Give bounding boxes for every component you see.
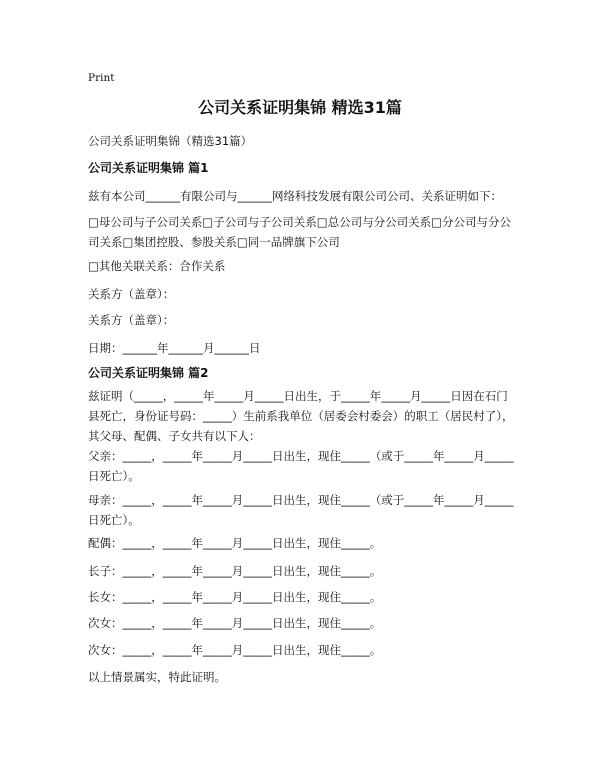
section1-line-party-seal-2: 关系方（盖章）： (88, 313, 175, 327)
section2-line-spouse: 配偶：_____，_____年_____月_____日出生，现住_____。 (88, 536, 382, 550)
section1-line-date: 日期：______年______月______日 (88, 341, 261, 355)
section2-line-intro: 兹证明（_____，_____年_____月_____日出生，于_____年_____月_____日因在石门县死亡，身份证号码：_____）生前系我单位（居委会村委会）的职工（居民村了），其父母、配偶、子女共有以下人： (88, 389, 514, 443)
section2-line-eldest-son: 长子：_____，_____年_____月_____日出生，现住_____。 (88, 564, 382, 578)
document-title: 公司关系证明集锦 精选31篇 (198, 98, 402, 117)
section1-line-party-seal-1: 关系方（盖章）： (88, 287, 175, 301)
print-label: Print (88, 72, 115, 84)
section1-heading: 公司关系证明集锦 篇1 (88, 161, 209, 175)
section2-line-eldest-daughter: 长女：_____，_____年_____月_____日出生，现住_____。 (88, 590, 382, 604)
section2-heading: 公司关系证明集锦 篇2 (88, 366, 209, 380)
document-subtitle: 公司关系证明集锦（精选31篇） (88, 134, 253, 148)
section2-line-second-daughter-1: 次女：_____，_____年_____月_____日出生，现住_____。 (88, 616, 382, 630)
section1-line-relation-options: □母公司与子公司关系□子公司与子公司关系□总公司与分公司关系□分公司与分公司关系□集团控股、参股关系□同一品牌旗下公司 (88, 215, 511, 249)
section2-line-father: 父亲：_____，_____年_____月_____日出生，现住_____（或于_____年_____月_____日死亡）。 (88, 449, 514, 483)
section2-line-closing: 以上情景属实，特此证明。 (88, 670, 226, 684)
section2-line-second-daughter-2: 次女：_____，_____年_____月_____日出生，现住_____。 (88, 643, 382, 657)
section2-line-mother: 母亲：_____，_____年_____月_____日出生，现住_____（或于_____年_____月_____日死亡）。 (88, 493, 514, 527)
section1-line-intro: 兹有本公司______有限公司与______网络科技发展有限公司公司、关系证明如下： (88, 189, 502, 203)
section1-line-other-relation: □其他关联关系：合作关系 (88, 259, 226, 273)
